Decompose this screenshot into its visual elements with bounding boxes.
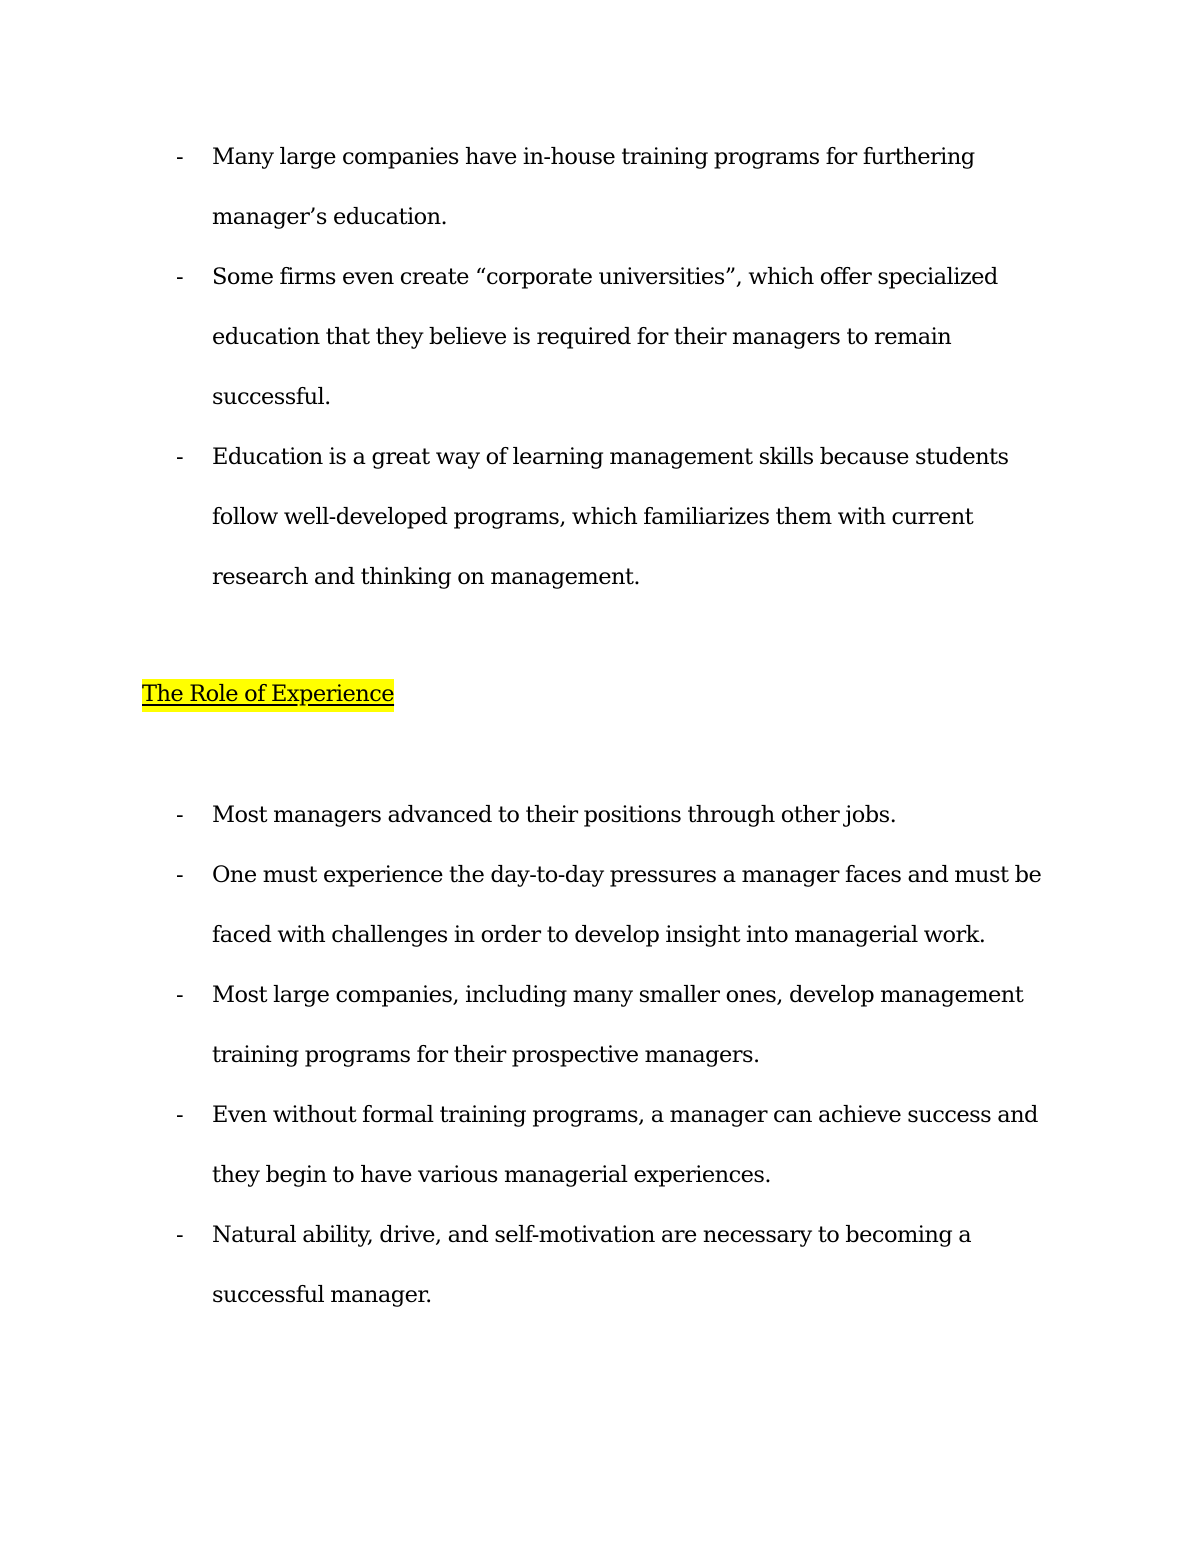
bullet-dash: - [176, 144, 184, 170]
list-item [0, 845, 1052, 965]
section-heading-text: The Role of Experience [142, 679, 394, 712]
bullet-text: Many large companies have in-house training programs for furthering manager’s education. [212, 144, 975, 230]
bullet-text: One must experience the day-to-day pressures a manager faces and must be faced with challenges in order to develop insight into managerial work. [212, 862, 1042, 948]
list-item [0, 127, 1052, 247]
section-heading [142, 664, 394, 724]
bullet-text: Even without formal training programs, a manager can achieve success and they begin to have various managerial experiences. [212, 1102, 1038, 1188]
bullet-dash: - [176, 1222, 184, 1248]
list-item [0, 1205, 1052, 1325]
experience-bullet-list [0, 785, 1052, 1325]
bullet-text: Some firms even create “corporate universities”, which offer specialized education that they believe is required for their managers to remain successful. [212, 264, 998, 410]
list-item [0, 965, 1052, 1085]
bullet-dash: - [176, 444, 184, 470]
bullet-dash: - [176, 982, 184, 1008]
bullet-dash: - [176, 862, 184, 888]
bullet-text: Natural ability, drive, and self-motivation are necessary to becoming a successful manager. [212, 1222, 972, 1308]
list-item [0, 785, 1052, 845]
list-item [0, 427, 1052, 607]
list-item [0, 1085, 1052, 1205]
bullet-dash: - [176, 1102, 184, 1128]
bullet-text: Most managers advanced to their positions through other jobs. [212, 802, 897, 828]
bullet-text: Most large companies, including many smaller ones, develop management training programs for their prospective managers. [212, 982, 1024, 1068]
education-bullet-list [0, 127, 1052, 607]
list-item [0, 247, 1052, 427]
bullet-dash: - [176, 802, 184, 828]
bullet-dash: - [176, 264, 184, 290]
bullet-text: Education is a great way of learning management skills because students follow well-developed programs, which familiarizes them with current research and thinking on management. [212, 444, 1009, 590]
